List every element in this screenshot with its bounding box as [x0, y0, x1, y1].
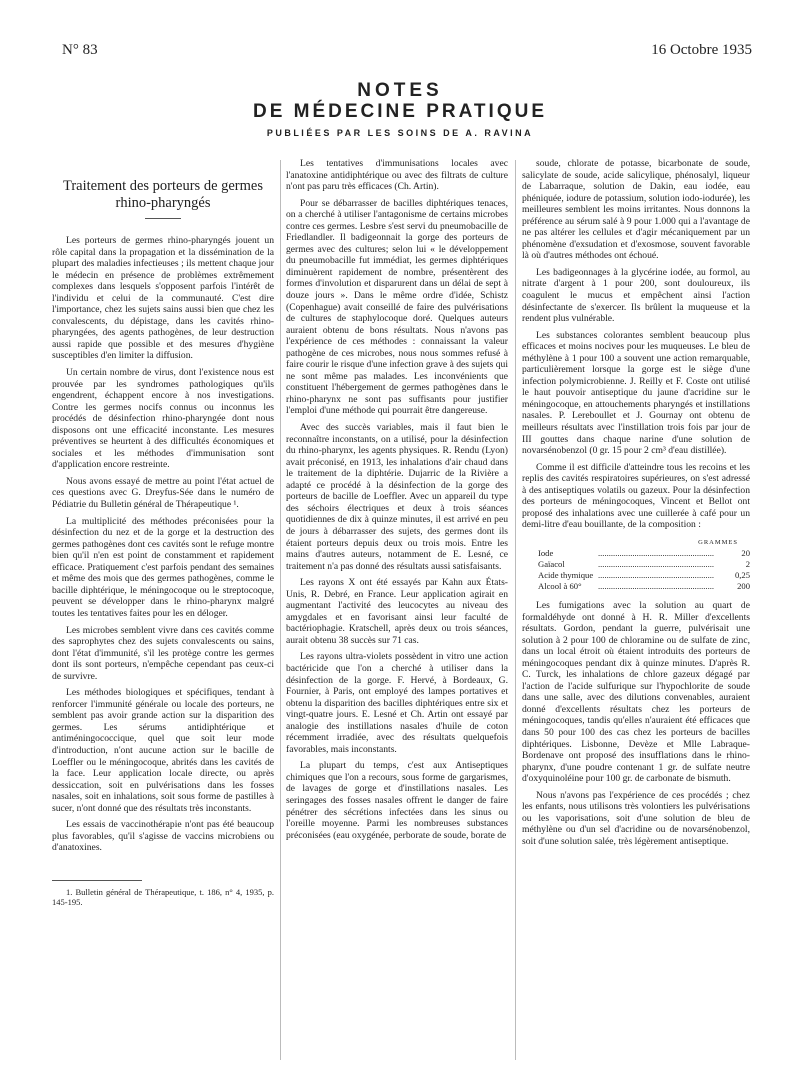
article-title	[52, 178, 274, 212]
masthead-subtitle: DE MÉDECINE PRATIQUE	[252, 101, 547, 122]
masthead-byline: PUBLIÉES PAR LES SOINS DE A. RAVINA	[266, 128, 534, 138]
paragraph: La plupart du temps, c'est aux Antiseptiques chimiques que l'on a recours, sous forme de gargarismes, de lavages de gorge et d'instillations nasales. Les seringages des fosses nasales offrent le danger de faire pénétrer des sécrétions infectées dans les sinus ou l'oreille moyenne. Parmi les nombreuses substances préconisées (eau oxygénée, perborate de soude, borate de	[286, 760, 508, 841]
article-title-line: rhino-pharyngés	[115, 195, 211, 211]
paragraph: Les méthodes biologiques et spécifiques, tendant à renforcer l'immunité générale ou locale des porteurs, ne semblent pas avoir grande action sur la disparition des germes. Les sérums antidiphtérique et antiméningococcique, quel que soit leur mode d'introduction, n'ont aucune action sur le bacille de Loeffler ou le méningocoque, abrités dans les cavités de la face. Leur application locale directe, ou après dessiccation, soit en pulvérisations dans les fosses nasales, soit en inhalations, soit sous forme de pastilles à sucer, n'ont donné que des résultats très inconstants.	[52, 687, 274, 814]
paragraph: Les tentatives d'immunisations locales avec l'anatoxine antidiphtérique ou avec des filtrats de culture n'ont pas paru très efficaces (Ch. Artin).	[286, 158, 508, 193]
footnote-rule	[52, 880, 142, 881]
formula-value: 20	[741, 547, 750, 558]
footnote: 1. Bulletin général de Thérapeutique, t. 186, n° 4, 1935, p. 145-195.	[52, 886, 274, 908]
masthead-title: NOTES	[357, 80, 443, 101]
paragraph: soude, chlorate de potasse, bicarbonate de soude, salicylate de soude, acide salicylique, phénosalyl, liqueur de Labarraque, solution de Dakin, eau iodée, eau phéniquée, iodure de potassium, solution iodo-iodurée), les meilleures semblent les moins irritantes. Nous donnons la préférence au sérum salé à 9 pour 1.000 qui a l'avantage de ne pas altérer les cellules et d'agir mécaniquement par un phénomène d'exsudation et d'exosmose, souvent favorable là où d'autres méthodes ont échoué.	[522, 158, 750, 262]
column-3	[522, 158, 750, 852]
formula-value: 0,25	[734, 569, 750, 580]
leader-dots	[598, 570, 714, 581]
leader-dots	[598, 548, 714, 559]
formula-ingredient: Alcool à 60°	[538, 580, 582, 591]
title-rule	[145, 218, 181, 219]
paragraph: Un certain nombre de virus, dont l'existence nous est prouvée par les syndromes pathologiques qu'ils engendrent, échappent encore à nos investigations. Contre les germes nocifs connus ou inconnus les procédés de désinfection rhino-pharyngée dont nous disposons ont une efficacité inconstante. Les mesures préventives se heurtent à des difficultés économiques et sociales et les méthodes d'immunisation sont d'application encore restreinte.	[52, 367, 274, 471]
paragraph: Pour se débarrasser de bacilles diphtériques tenaces, on a cherché à utiliser l'antagonisme de certains microbes contre ces germes. Lesbre s'est servi du pneumobacille de Friedlandler. Il badigeonnait la gorge des porteurs de germes avec des cultures; selon lui « le développement du pneumobacille fut immédiat, les germes diphtériques diminuèrent rapidement de nombre, présentèrent des formes d'involution et disparurent dans un délai de sept à douze jours ». Dans le même ordre d'idée, Schistz (Copenhague) avait conseillé de faire des pulvérisations de cultures de staphylocoque doré. Quelques auteurs auraient obtenu de bons résultats. Nous n'avons pas l'expérience de ces méthodes : connaissant la valeur pathogène de ces microbes, nous nous sommes refusé à faire courir le risque d'une infection grave à des sujets qui ne sont même pas malades. Les inconvénients que constituent l'hébergement de germes pathogènes dans le rhino-pharynx ne sont pas suffisants pour justifier l'emploi d'une méthode qui pourrait être dangereuse.	[286, 197, 508, 417]
paragraph: Nous n'avons pas l'expérience de ces procédés ; chez les enfants, nous utilisons très volontiers les pulvérisations ou les vaporisations, soit d'une solution de bleu de méthylène ou d'un sel d'acridine ou de novarsénobenzol, soit d'une solution salée, très légèrement antiseptique.	[522, 789, 750, 847]
leader-dots	[598, 581, 714, 592]
formula-row	[538, 559, 750, 570]
formula-ingredient: Iode	[538, 547, 554, 558]
paragraph: Nous avons essayé de mettre au point l'état actuel de ces questions avec G. Dreyfus-Sée dans le numéro de Pédiatrie du Bulletin général de Thérapeutique ¹.	[52, 475, 274, 511]
paragraph: Les badigeonnages à la glycérine iodée, au formol, au nitrate d'argent à 1 pour 200, sont douloureux, ils coagulent le mucus et empêchent ainsi l'action désinfectante de s'exercer. Ils brûlent la muqueuse et la rendent plus vulnérable.	[522, 266, 750, 325]
formula-unit: GRAMMES	[698, 538, 738, 546]
paragraph: Les rayons ultra-violets possèdent in vitro une action bactéricide que l'on a cherché à utiliser dans la désinfection de la gorge. F. Hervé, à Bordeaux, G. Fournier, à Paris, ont employé des lampes portatives et obtenu la disparition des bacilles diphtériques entre six et vingt-quatre jours. E. Lesné et Ch. Artin ont essayé par analogie des instillations nasales d'huile de coton récemment irradiée, avec des résultats quelquefois favorables, mais inconstants.	[286, 651, 508, 755]
formula-value: 2	[745, 558, 750, 569]
column-2	[286, 158, 508, 846]
formula-table	[538, 537, 750, 592]
paragraph: Les essais de vaccinothérapie n'ont pas été beaucoup plus favorables, qu'il s'agisse de vaccins microbiens ou d'anatoxines.	[52, 819, 274, 854]
formula-row	[538, 570, 750, 581]
paragraph: Avec des succès variables, mais il faut bien le reconnaître inconstants, on a utilisé, pour la désinfection du rhino-pharynx, les agents physiques. R. Rendu (Lyon) avait préconisé, en 1913, les inhalations d'air chaud dans le traitement de la diphtérie. Dujarric de la Rivière a adapté ce procédé à la désinfection de la gorge des porteurs de bacille de Loeffler. Avec un appareil du type des séchoirs électriques et deux à trois séances quotidiennes de dix à quinze minutes, il est arrivé en peu de jours à débarrasser des sujets, des germes dont ils étaient porteurs depuis deux ou trois mois. Entre les mains d'autres auteurs, notamment de E. Lesné, ce traitement n'a pas donné des résultats aussi satisfaisants.	[286, 422, 508, 572]
formula-row	[538, 548, 750, 559]
issue-number: N° 83	[62, 42, 98, 58]
paragraph: Les substances colorantes semblent beaucoup plus efficaces et moins nocives pour les muqueuses. Le bleu de méthylène à 1 pour 100 a souvent une action remarquable, particulièrement lorsque la gorge est le siège d'une infection polymicrobienne. J. Reilly et F. Coste ont utilisé le haut pouvoir antiseptique du jaune d'acridine sur le méningocoque, en attouchements pharyngés et instillations nasales. P. Lereboullet et J. Gournay ont obtenu de meilleurs résultats avec l'instillation trois fois par jour de III gouttes dans chaque narine d'une solution de novarsénobenzol (0 gr. 15 pour 2 cm³ d'eau distillée).	[522, 329, 750, 457]
paragraph: Comme il est difficile d'atteindre tous les recoins et les replis des cavités respiratoires supérieures, on s'est adressé à des antiseptiques volatils ou gazeux. Pour la désinfection des porteurs de méningocoques, Vincent et Bellot ont proposé des inhalations avec une cuillerée à café pour un demi-litre d'eau bouillante, de la composition :	[522, 461, 750, 531]
leader-dots	[598, 559, 714, 570]
paragraph: Les fumigations avec la solution au quart de formaldéhyde ont donné à H. R. Miller d'excellents résultats. Gordon, pendant la guerre, pulvérisait une solution à 2 pour 100 de chloramine ou de sulfate de zinc, dans un local étroit où étaient introduits des porteurs de méningocoques pendant dix à quinze minutes. D'après R. C. Turck, les inhalations de chlore gazeux dégagé par l'action de l'acide sulfurique sur l'hypochlorite de soude dans une salle, avec des dilutions convenables, auraient donné d'excellents résultats chez les porteurs de méningocoques, tandis qu'elles n'auraient été efficaces que dans 50 pour 100 des cas chez les porteurs de bacilles diphtériques. Lisbonne, Devèze et Mlle Labraque-Bordenave ont proposé des insufflations dans le rhino-pharynx, d'une poudre contenant 1 gr. de sulfate neutre d'oxyquinoléine pour 100 gr. de carbonate de bismuth.	[522, 599, 750, 785]
paragraph: Les microbes semblent vivre dans ces cavités comme des saprophytes chez des sujets convalescents ou sains, dont l'état d'immunité, s'il les protège contre les germes dont ils sont porteurs, n'empêche cependant pas ceux-ci de survivre.	[52, 624, 274, 682]
formula-ingredient: Acide thymique	[538, 569, 594, 580]
paragraph: Les porteurs de germes rhino-pharyngés jouent un rôle capital dans la propagation et la dissémination de la plupart des maladies infectieuses ; ils mettent chaque jour le médecin en présence de problèmes extrêmement complexes dans lesquels s'opposent parfois l'intérêt de l'individu et celui de la communauté. C'est dire l'importance, chez les sujets sains aussi bien que chez les convalescents, du dépistage, dans les cavités rhino-pharyngées, des agents pathogènes, de leur destruction aussi rapide que possible et des mesures d'hygiène susceptibles d'en limiter la diffusion.	[52, 235, 274, 362]
column-divider	[515, 160, 516, 1060]
paragraph: Les rayons X ont été essayés par Kahn aux États-Unis, R. Debré, en France. Leur application agirait en augmentant l'activité des leucocytes au niveau des amygdales et en favorisant ainsi leur faculté de bactériophagie. Kratschell, après deux ou trois séances, aurait obtenu 38 succès sur 71 cas.	[286, 577, 508, 646]
issue-date: 16 Octobre 1935	[651, 42, 752, 58]
column-divider	[280, 160, 281, 1060]
paragraph: La multiplicité des méthodes préconisées pour la désinfection du nez et de la gorge et la destruction des germes pathogènes dont ces cavités sont le refuge montre bien qu'il n'en est point de constamment et rapidement efficace. Pratiquement c'est parfois pendant des semaines et même des mois que des germes pathogènes, comme le bacille diphtérique, le méningocoque ou le streptocoque, peuvent se développer dans le rhino-pharynx malgré toutes les tentatives faites pour les en déloger.	[52, 515, 274, 619]
formula-value: 200	[737, 580, 750, 591]
column-1	[52, 158, 274, 913]
article-title-line: Traitement des porteurs de germes	[63, 178, 263, 194]
formula-row	[538, 581, 750, 592]
formula-ingredient: Gaïacol	[538, 558, 565, 569]
